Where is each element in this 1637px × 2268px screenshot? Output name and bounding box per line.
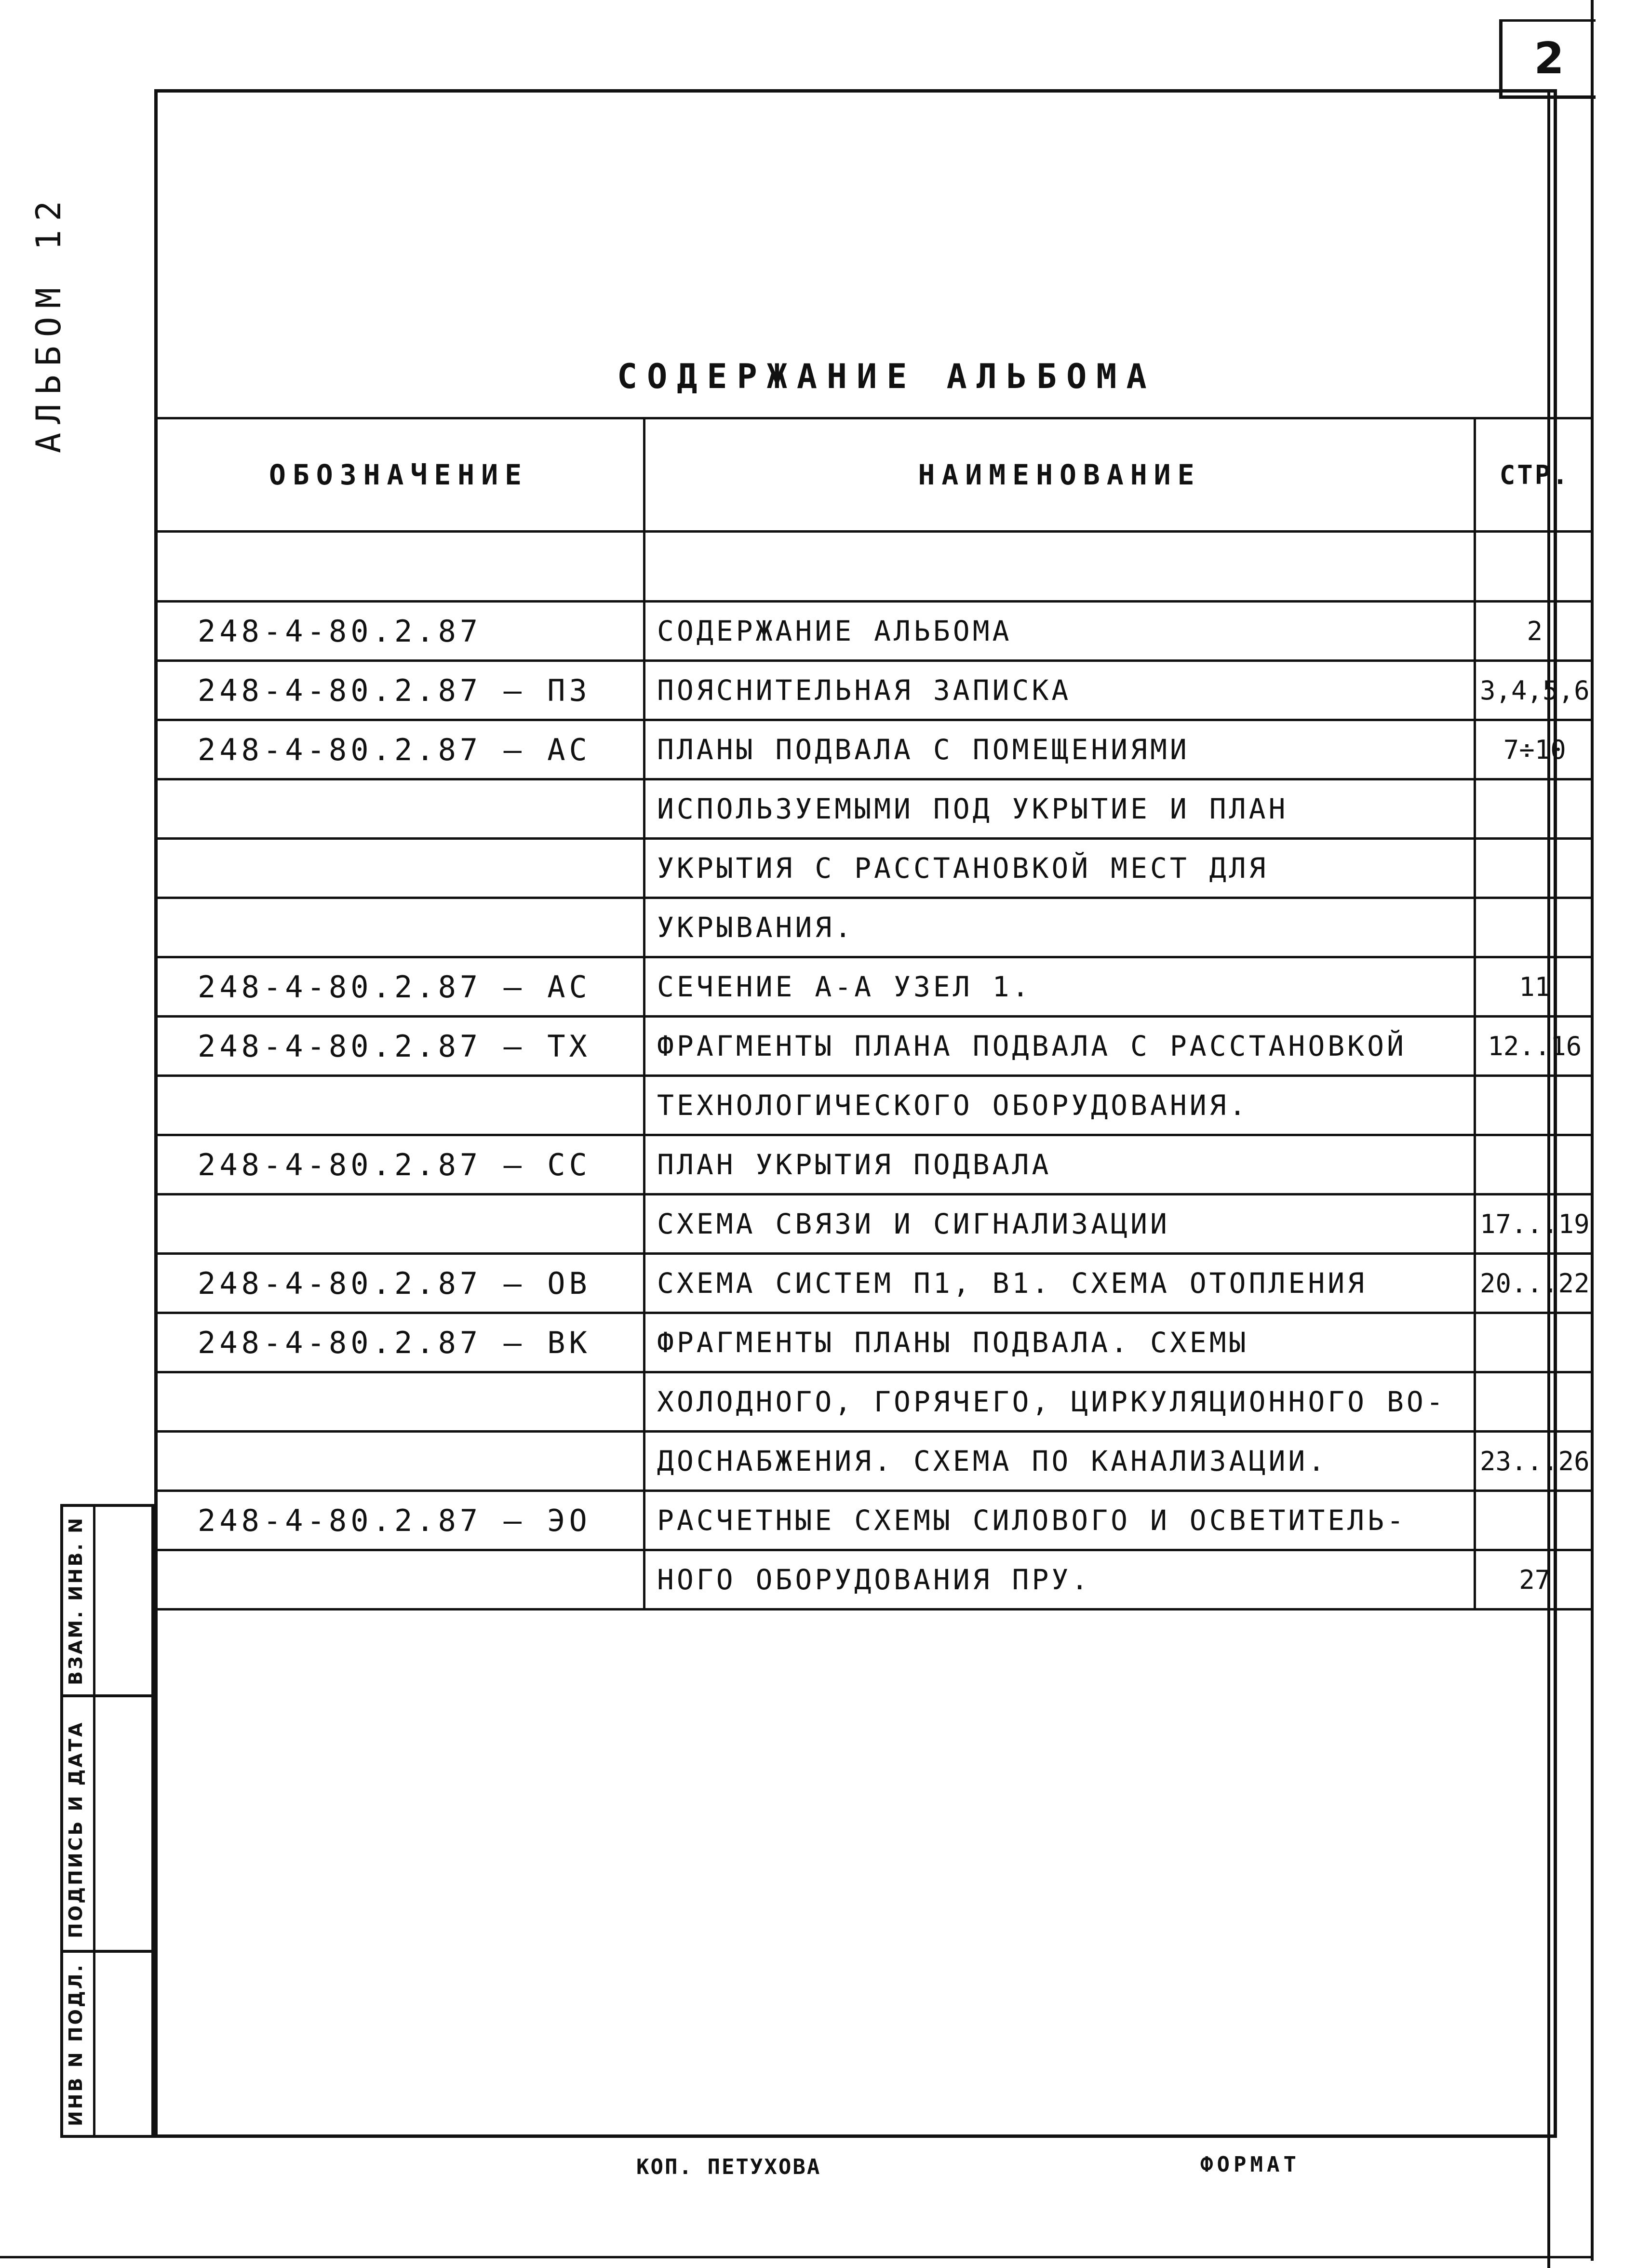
row-code (154, 1194, 644, 1254)
row-page (1475, 1372, 1594, 1432)
row-name: РАСЧЕТНЫЕ СХЕМЫ СИЛОВОГО И ОСВЕТИТЕЛЬ- (644, 1491, 1475, 1550)
table-row (154, 1432, 1594, 1491)
row-page: 2 (1475, 602, 1594, 661)
table-row (154, 1550, 1594, 1610)
row-name: ТЕХНОЛОГИЧЕСКОГО ОБОРУДОВАНИЯ. (644, 1076, 1475, 1135)
row-name: ПЛАН УКРЫТИЯ ПОДВАЛА (644, 1135, 1475, 1194)
table-cell (1475, 532, 1594, 602)
row-page (1475, 1135, 1594, 1194)
row-code: 248-4-80.2.87 – ПЗ (154, 661, 644, 720)
row-name: ФРАГМЕНТЫ ПЛАНЫ ПОДВАЛА. СХЕМЫ (644, 1313, 1475, 1372)
row-name: УКРЫТИЯ С РАССТАНОВКОЙ МЕСТ ДЛЯ (644, 839, 1475, 898)
row-page (1475, 779, 1594, 839)
row-code: 248-4-80.2.87 – ВК (154, 1313, 644, 1372)
table-row (154, 898, 1594, 957)
bottom-edge-line (0, 2256, 1591, 2258)
row-code: 248-4-80.2.87 – ЭО (154, 1491, 644, 1550)
row-code (154, 779, 644, 839)
page-title: СОДЕРЖАНИЕ АЛЬБОМА (617, 357, 1156, 396)
table-row (154, 957, 1594, 1017)
approval-stamp (60, 1504, 154, 2138)
stamp-divider (93, 1507, 95, 1694)
table-row (154, 661, 1594, 720)
stamp-divider (93, 1697, 95, 1950)
row-name: ИСПОЛЬЗУЕМЫМИ ПОД УКРЫТИЕ И ПЛАН (644, 779, 1475, 839)
row-page: 12..16 (1475, 1017, 1594, 1076)
row-code: 248-4-80.2.87 – СС (154, 1135, 644, 1194)
row-page: 27 (1475, 1550, 1594, 1610)
header-code: ОБОЗНАЧЕНИЕ (154, 418, 644, 532)
row-page (1475, 1313, 1594, 1372)
row-name: УКРЫВАНИЯ. (644, 898, 1475, 957)
table-row (154, 720, 1594, 779)
table-cell (644, 532, 1475, 602)
table-row (154, 1076, 1594, 1135)
row-code: 248-4-80.2.87 – АС (154, 720, 644, 779)
stamp-cell-inventory (63, 1953, 151, 2136)
row-code (154, 1076, 644, 1135)
stamp-label-signature: ПОДПИСЬ И ДАТА (65, 1720, 86, 1938)
row-name: СХЕМА СВЯЗИ И СИГНАЛИЗАЦИИ (644, 1194, 1475, 1254)
stamp-divider (93, 1953, 95, 2136)
row-code (154, 839, 644, 898)
row-code: 248-4-80.2.87 – ТХ (154, 1017, 644, 1076)
row-page (1475, 898, 1594, 957)
table-cell (154, 532, 644, 602)
row-name: СЕЧЕНИЕ А-А УЗЕЛ 1. (644, 957, 1475, 1017)
row-name: ПЛАНЫ ПОДВАЛА С ПОМЕЩЕНИЯМИ (644, 720, 1475, 779)
table-row (154, 1313, 1594, 1372)
row-page (1475, 1076, 1594, 1135)
table-row-empty (154, 532, 1594, 602)
row-name: ДОСНАБЖЕНИЯ. СХЕМА ПО КАНАЛИЗАЦИИ. (644, 1432, 1475, 1491)
stamp-cell-signature (63, 1697, 151, 1953)
row-code: 248-4-80.2.87 – ОВ (154, 1254, 644, 1313)
table-row (154, 1135, 1594, 1194)
stamp-label-inventory: ИНВ N ПОДЛ. (65, 1963, 86, 2126)
header-name: НАИМЕНОВАНИЕ (644, 418, 1475, 532)
stamp-label-replacement: ВЗАМ. ИНВ. N (65, 1516, 86, 1685)
album-label: АЛЬБОМ 12 (29, 192, 68, 453)
row-name: НОГО ОБОРУДОВАНИЯ ПРУ. (644, 1550, 1475, 1610)
row-code: 248-4-80.2.87 (154, 602, 644, 661)
table-row (154, 1254, 1594, 1313)
row-name: СХЕМА СИСТЕМ П1, В1. СХЕМА ОТОПЛЕНИЯ (644, 1254, 1475, 1313)
row-code (154, 898, 644, 957)
row-page: 23...26 (1475, 1432, 1594, 1491)
table-row (154, 1372, 1594, 1432)
row-page: 20...22 (1475, 1254, 1594, 1313)
row-page (1475, 1491, 1594, 1550)
format-label: ФОРМАТ (1200, 2152, 1300, 2177)
row-name: ПОЯСНИТЕЛЬНАЯ ЗАПИСКА (644, 661, 1475, 720)
row-page (1475, 839, 1594, 898)
row-code: 248-4-80.2.87 – АС (154, 957, 644, 1017)
row-page: 11 (1475, 957, 1594, 1017)
row-code (154, 1550, 644, 1610)
table-row (154, 1194, 1594, 1254)
row-page: 17...19 (1475, 1194, 1594, 1254)
table-row (154, 839, 1594, 898)
stamp-cell-replacement (63, 1507, 151, 1697)
copied-by: КОП. ПЕТУХОВА (636, 2155, 821, 2179)
row-code (154, 1432, 644, 1491)
row-page: 3,4,5,6 (1475, 661, 1594, 720)
table-row (154, 1017, 1594, 1076)
header-page: СТР. (1475, 418, 1594, 532)
table-row (154, 602, 1594, 661)
table-row (154, 1491, 1594, 1550)
row-page: 7÷10 (1475, 720, 1594, 779)
table-row (154, 779, 1594, 839)
contents-table (154, 417, 1594, 1610)
row-name: ХОЛОДНОГО, ГОРЯЧЕГО, ЦИРКУЛЯЦИОННОГО ВО- (644, 1372, 1475, 1432)
row-code (154, 1372, 644, 1432)
table-header-row (154, 418, 1594, 532)
page-number: 2 (1499, 19, 1596, 99)
row-name: СОДЕРЖАНИЕ АЛЬБОМА (644, 602, 1475, 661)
row-name: ФРАГМЕНТЫ ПЛАНА ПОДВАЛА С РАССТАНОВКОЙ (644, 1017, 1475, 1076)
